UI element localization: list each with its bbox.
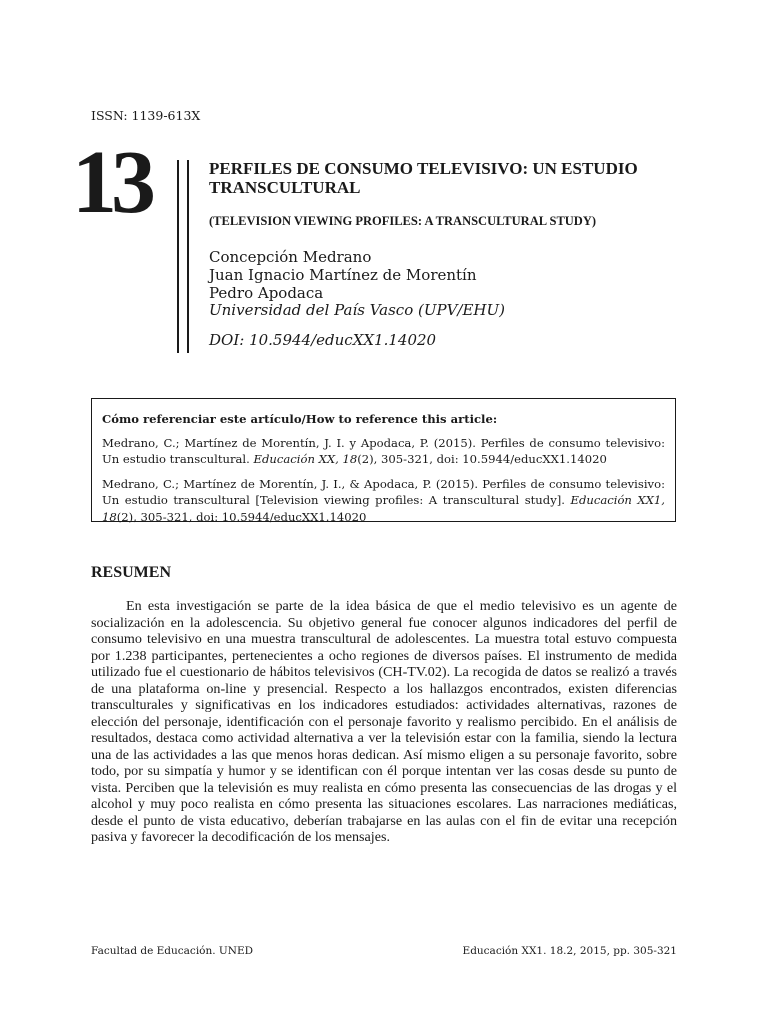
citation-heading: Cómo referenciar este artículo/How to reference this article: xyxy=(102,412,498,426)
abstract-body: En esta investigación se parte de la idea básica de que el medio televisivo es un agente de socialización en la adolescencia. Su objetivo general fue conocer algunos indicadores del perfil de consumo televisivo en una muestra transcultural de adolescentes. La muestra total estuvo compuesta por 1.238 participantes, pertenecientes a ocho regiones de diversos países. El instrumento de medida utilizado fue el cuestionario de hábitos televisivos (CH-TV.02). La recogida de datos se realizó a través de una plataforma on-line y presencial. Respecto a los hallazgos encontrados, existen diferencias transculturales y significativas en los indicadores estudiados: actividades alternativas, razones de elección del personaje, identificación con el personaje favorito y realismo percibido. En el análisis de resultados, destaca como actividad alternativa a ver la televisión estar con la familia, siendo la lectura una de las actividades a las que menos horas dedican. Así mismo eligen a su personaje favorito, sobre todo, por su simpatía y humor y se identifican con él porque intentan ver las cosas desde su punto de vista. Perciben que la televisión es muy realista en cómo presenta las consecuencias de las drogas y el alcohol y muy poco realista en cómo presenta las situaciones escolares. Las narraciones mediáticas, desde el punto de vista educativo, deberían trabajarse en las aulas con el fin de evitar una recepción pasiva y favorecer la decodificación de los mensajes. xyxy=(91,598,677,845)
section-heading: RESUMEN xyxy=(91,564,172,581)
issn-label: ISSN: 1139-613X xyxy=(91,108,201,123)
vertical-rule xyxy=(187,160,189,353)
journal-name: Educación XX, 18 xyxy=(253,452,358,466)
affiliation: Universidad del País Vasco (UPV/EHU) xyxy=(209,301,505,319)
chapter-number: 13 xyxy=(72,133,150,232)
citation-text: Medrano, C.; Martínez de Morentín, J. I., & Apodaca, P. (2015). Perfiles de consumo televisivo: Un estudio transcultural [Television viewing profiles: A transcultural study]. xyxy=(102,476,665,507)
footer-journal-info: Educación XX1. 18.2, 2015, pp. 305-321 xyxy=(462,945,677,957)
citation-box xyxy=(91,398,676,522)
footer-publisher: Facultad de Educación. UNED xyxy=(91,945,254,957)
journal-name: Educación XX1, 18 xyxy=(102,493,665,524)
author-name: Pedro Apodaca xyxy=(209,284,324,302)
citation-spanish xyxy=(102,435,665,468)
doi: DOI: 10.5944/educXX1.14020 xyxy=(209,331,437,349)
citation-text: (2), 305-321, doi: 10.5944/educXX1.14020 xyxy=(357,452,607,466)
citation-english xyxy=(102,476,665,526)
author-name: Concepción Medrano xyxy=(209,248,372,266)
citation-text: Medrano, C.; Martínez de Morentín, J. I. y Apodaca, P. (2015). Perfiles de consumo televisivo: Un estudio transcultural. xyxy=(102,435,665,466)
citation-text: (2), 305-321, doi: 10.5944/educXX1.14020 xyxy=(116,509,367,524)
author-name: Juan Ignacio Martínez de Morentín xyxy=(209,266,477,284)
article-title: PERFILES DE CONSUMO TELEVISIVO: UN ESTUDIO TRANSCULTURAL xyxy=(209,159,638,197)
author-list xyxy=(209,248,477,302)
vertical-rule xyxy=(177,160,179,353)
article-subtitle: (TELEVISION VIEWING PROFILES: A TRANSCULTURAL STUDY) xyxy=(209,214,597,228)
